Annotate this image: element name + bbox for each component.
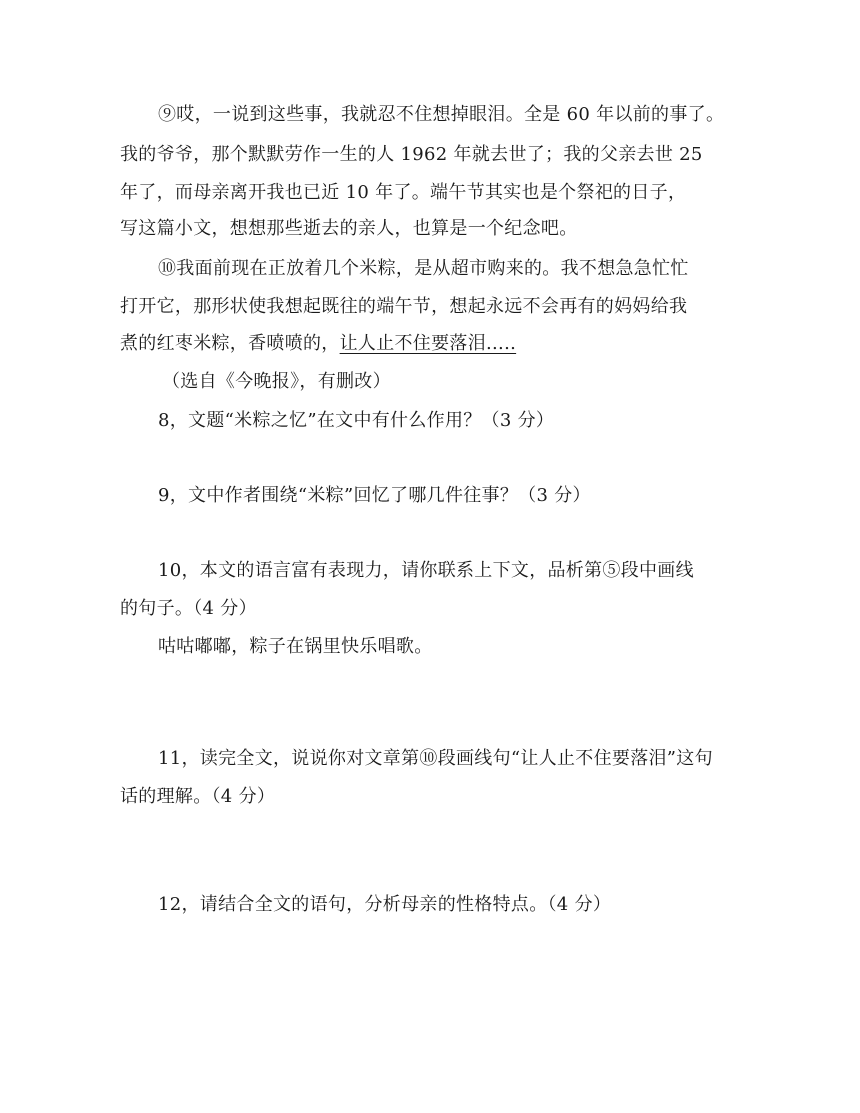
question-12: 12，请结合全文的语句，分析母亲的性格特点。（4 分） <box>158 894 612 915</box>
paragraph-10-line-1: ⑩我面前现在正放着几个米粽，是从超市购来的。我不想急急忙忙 <box>158 258 689 279</box>
question-9: 9，文中作者围绕“米粽”回忆了哪几件往事？（3 分） <box>158 485 591 506</box>
paragraph-9-line-3: 年了，而母亲离开我也已近 10 年了。端午节其实也是个祭祀的日子， <box>120 182 687 203</box>
question-10-quote: 咕咕嘟嘟，粽子在锅里快乐唱歌。 <box>158 636 433 657</box>
paragraph-10-line-2: 打开它，那形状使我想起既往的端午节，想起永远不会再有的妈妈给我 <box>120 296 688 317</box>
paragraph-9-line-2: 我的爷爷，那个默默劳作一生的人 1962 年就去世了；我的父亲去世 25 <box>120 144 703 165</box>
paragraph-9-line-1: ⑨哎，一说到这些事，我就忍不住想掉眼泪。全是 60 年以前的事了。 <box>158 104 725 125</box>
paragraph-9-line-4: 写这篇小文，想想那些逝去的亲人，也算是一个纪念吧。 <box>120 218 578 239</box>
underlined-sentence: 让人止不住要落泪..... <box>339 333 517 354</box>
question-11-line-1: 11，读完全文，说说你对文章第⑩段画线句“让人止不住要落泪”这句 <box>158 748 713 769</box>
paragraph-10-line-3 <box>120 332 516 356</box>
question-10-line-2: 的句子。（4 分） <box>120 598 257 619</box>
question-10-line-1: 10，本文的语言富有表现力，请你联系上下文，品析第⑤段中画线 <box>158 560 694 581</box>
question-11-line-2: 话的理解。（4 分） <box>120 786 276 807</box>
paragraph-10-line-3-text: 煮的红枣米粽，香喷喷的， <box>120 333 340 354</box>
question-8: 8，文题“米粽之忆”在文中有什么作用？（3 分） <box>158 410 555 431</box>
source-citation: （选自《今晚报》，有删改） <box>162 371 391 392</box>
